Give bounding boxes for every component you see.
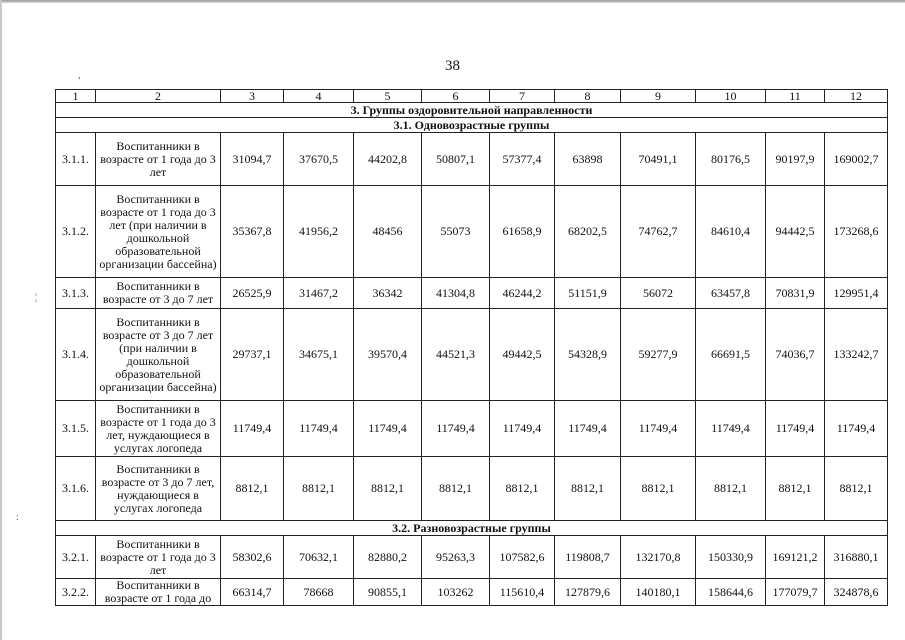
row-code: 3.2.2. [56,579,96,606]
value-cell: 11749,4 [490,401,555,457]
value-cell: 41304,8 [422,278,490,309]
header-cell: 10 [696,90,766,103]
value-cell: 34675,1 [284,309,354,401]
section-heading-row [56,103,888,118]
value-cell: 8812,1 [354,457,422,521]
scan-edge-top [0,0,905,3]
subsection-heading: 3.1. Одновозрастные группы [56,118,888,133]
value-cell: 41956,2 [284,186,354,278]
value-cell: 36342 [354,278,422,309]
header-cell: 7 [490,90,555,103]
value-cell: 56072 [621,278,696,309]
row-name: Воспитанники в возрасте от 1 года до 3 лет, нуждающиеся в услугах логопеда [96,401,221,457]
header-cell: 1 [56,90,96,103]
value-cell: 11749,4 [422,401,490,457]
value-cell: 66691,5 [696,309,766,401]
table-row [56,278,888,309]
value-cell: 150330,9 [696,536,766,579]
value-cell: 70632,1 [284,536,354,579]
value-cell: 31094,7 [221,133,284,186]
table-row [56,186,888,278]
value-cell: 11749,4 [555,401,621,457]
row-name: Воспитанники в возрасте от 3 до 7 лет, нуждающиеся в услугах логопеда [96,457,221,521]
table-row [56,133,888,186]
header-cell: 2 [96,90,221,103]
header-cell: 4 [284,90,354,103]
value-cell: 74762,7 [621,186,696,278]
value-cell: 94442,5 [766,186,825,278]
value-cell: 103262 [422,579,490,606]
value-cell: 8812,1 [490,457,555,521]
value-cell: 129951,4 [825,278,888,309]
value-cell: 11749,4 [825,401,888,457]
row-name: Воспитанники в возрасте от 1 года до 3 лет [96,133,221,186]
table-row [56,309,888,401]
header-cell: 11 [766,90,825,103]
header-cell: 12 [825,90,888,103]
scan-speck: ¦ [35,292,38,303]
table-body [56,90,888,606]
value-cell: 119808,7 [555,536,621,579]
value-cell: 44202,8 [354,133,422,186]
value-cell: 11749,4 [284,401,354,457]
scan-speck: : [16,512,19,523]
value-cell: 90855,1 [354,579,422,606]
row-code: 3.1.1. [56,133,96,186]
row-code: 3.1.5. [56,401,96,457]
value-cell: 177079,7 [766,579,825,606]
row-name: Воспитанники в возрасте от 3 до 7 лет [96,278,221,309]
value-cell: 8812,1 [555,457,621,521]
value-cell: 8812,1 [284,457,354,521]
value-cell: 82880,2 [354,536,422,579]
value-cell: 11749,4 [621,401,696,457]
value-cell: 95263,3 [422,536,490,579]
value-cell: 26525,9 [221,278,284,309]
row-name: Воспитанники в возрасте от 1 года до 3 лет [96,536,221,579]
value-cell: 8812,1 [825,457,888,521]
row-code: 3.1.6. [56,457,96,521]
value-cell: 55073 [422,186,490,278]
header-cell: 8 [555,90,621,103]
scan-edge-left [0,0,2,640]
value-cell: 127879,6 [555,579,621,606]
row-code: 3.2.1. [56,536,96,579]
value-cell: 48456 [354,186,422,278]
row-code: 3.1.2. [56,186,96,278]
row-name: Воспитанники в возрасте от 1 года до [96,579,221,606]
table-row [56,536,888,579]
value-cell: 169121,2 [766,536,825,579]
value-cell: 316880,1 [825,536,888,579]
header-row [56,90,888,103]
value-cell: 70831,9 [766,278,825,309]
value-cell: 132170,8 [621,536,696,579]
subsection-heading: 3.2. Разновозрастные группы [56,521,888,536]
value-cell: 78668 [284,579,354,606]
header-cell: 5 [354,90,422,103]
value-cell: 133242,7 [825,309,888,401]
subsection-heading-row [56,521,888,536]
value-cell: 84610,4 [696,186,766,278]
row-code: 3.1.3. [56,278,96,309]
value-cell: 11749,4 [696,401,766,457]
value-cell: 11749,4 [766,401,825,457]
value-cell: 57377,4 [490,133,555,186]
page-number: 38 [445,58,460,74]
value-cell: 44521,3 [422,309,490,401]
value-cell: 51151,9 [555,278,621,309]
value-cell: 49442,5 [490,309,555,401]
value-cell: 115610,4 [490,579,555,606]
table-row [56,579,888,606]
value-cell: 59277,9 [621,309,696,401]
value-cell: 158644,6 [696,579,766,606]
tariff-table [55,89,888,606]
value-cell: 169002,7 [825,133,888,186]
value-cell: 8812,1 [766,457,825,521]
value-cell: 324878,6 [825,579,888,606]
value-cell: 58302,6 [221,536,284,579]
value-cell: 107582,6 [490,536,555,579]
value-cell: 74036,7 [766,309,825,401]
row-name: Воспитанники в возрасте от 3 до 7 лет (при наличии в дошкольной образовательной организации бассейна) [96,309,221,401]
value-cell: 8812,1 [221,457,284,521]
subsection-heading-row [56,118,888,133]
value-cell: 70491,1 [621,133,696,186]
value-cell: 46244,2 [490,278,555,309]
value-cell: 35367,8 [221,186,284,278]
value-cell: 50807,1 [422,133,490,186]
value-cell: 29737,1 [221,309,284,401]
value-cell: 63457,8 [696,278,766,309]
value-cell: 63898 [555,133,621,186]
value-cell: 68202,5 [555,186,621,278]
value-cell: 66314,7 [221,579,284,606]
value-cell: 31467,2 [284,278,354,309]
header-cell: 3 [221,90,284,103]
value-cell: 54328,9 [555,309,621,401]
value-cell: 140180,1 [621,579,696,606]
table-row [56,457,888,521]
value-cell: 8812,1 [621,457,696,521]
value-cell: 11749,4 [221,401,284,457]
value-cell: 90197,9 [766,133,825,186]
scan-speck: , [78,70,81,81]
table-row [56,401,888,457]
header-cell: 6 [422,90,490,103]
value-cell: 80176,5 [696,133,766,186]
value-cell: 173268,6 [825,186,888,278]
value-cell: 61658,9 [490,186,555,278]
header-cell: 9 [621,90,696,103]
value-cell: 8812,1 [422,457,490,521]
value-cell: 11749,4 [354,401,422,457]
value-cell: 37670,5 [284,133,354,186]
row-code: 3.1.4. [56,309,96,401]
value-cell: 39570,4 [354,309,422,401]
value-cell: 8812,1 [696,457,766,521]
row-name: Воспитанники в возрасте от 1 года до 3 лет (при наличии в дошкольной образовательной организации бассейна) [96,186,221,278]
section-heading: 3. Группы оздоровительной направленности [56,103,888,118]
